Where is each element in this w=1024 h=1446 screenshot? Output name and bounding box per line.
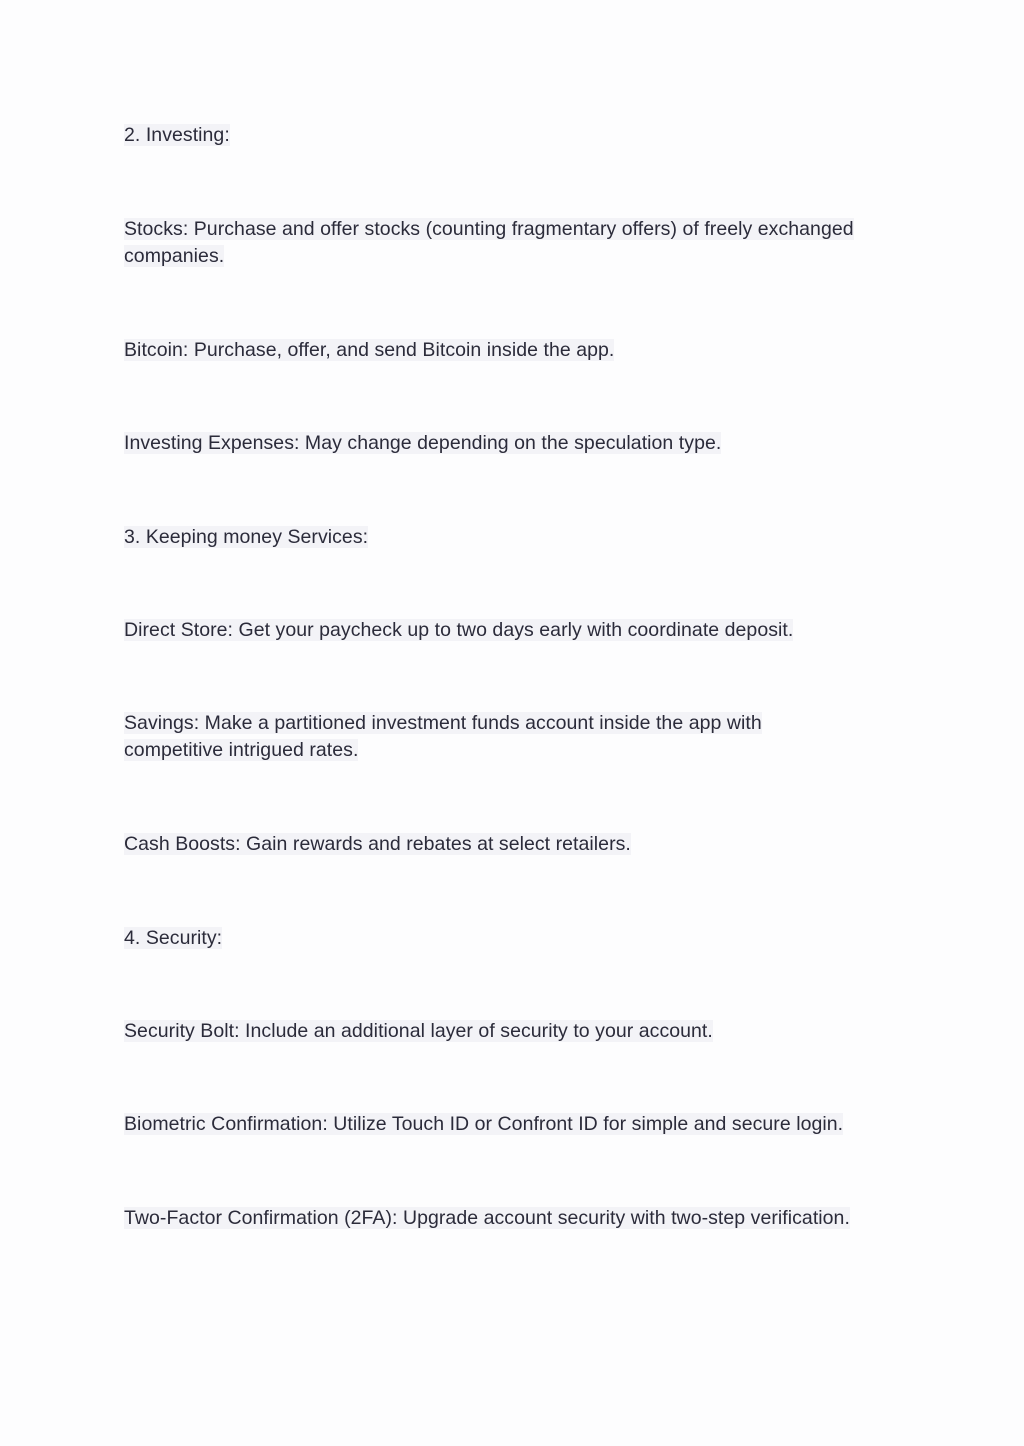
paragraph-savings: [124, 710, 814, 764]
paragraph-direct-store: [124, 617, 904, 644]
paragraph-text: Stocks: Purchase and offer stocks (counting fragmentary offers) of freely exchanged companies.: [124, 218, 854, 267]
paragraph-text: Security Bolt: Include an additional layer of security to your account.: [124, 1020, 713, 1042]
paragraph-text: 3. Keeping money Services:: [124, 526, 369, 548]
paragraph-stocks: [124, 216, 904, 270]
paragraph-investing-expenses: [124, 430, 904, 457]
section-heading-keeping-money-services: [124, 524, 904, 551]
paragraph-biometric-confirmation: [124, 1111, 904, 1138]
paragraph-text: Two-Factor Confirmation (2FA): Upgrade account security with two-step verification.: [124, 1207, 850, 1229]
paragraph-cash-boosts: [124, 831, 904, 858]
paragraph-security-bolt: [124, 1018, 904, 1045]
paragraph-text: Investing Expenses: May change depending on the speculation type.: [124, 432, 722, 454]
paragraph-text: Biometric Confirmation: Utilize Touch ID or Confront ID for simple and secure login.: [124, 1113, 844, 1135]
paragraph-text: Cash Boosts: Gain rewards and rebates at select retailers.: [124, 833, 631, 855]
section-heading-security: [124, 925, 904, 952]
paragraph-two-factor-confirmation: [124, 1205, 904, 1232]
paragraph-text: 4. Security:: [124, 927, 223, 949]
paragraph-bitcoin: [124, 337, 904, 364]
section-heading-investing: [124, 122, 904, 149]
paragraph-text: Bitcoin: Purchase, offer, and send Bitcoin inside the app.: [124, 339, 615, 361]
paragraph-text: 2. Investing:: [124, 124, 230, 146]
paragraph-text: Direct Store: Get your paycheck up to two days early with coordinate deposit.: [124, 619, 794, 641]
paragraph-text: Savings: Make a partitioned investment funds account inside the app with competitive intrigued rates.: [124, 712, 762, 761]
